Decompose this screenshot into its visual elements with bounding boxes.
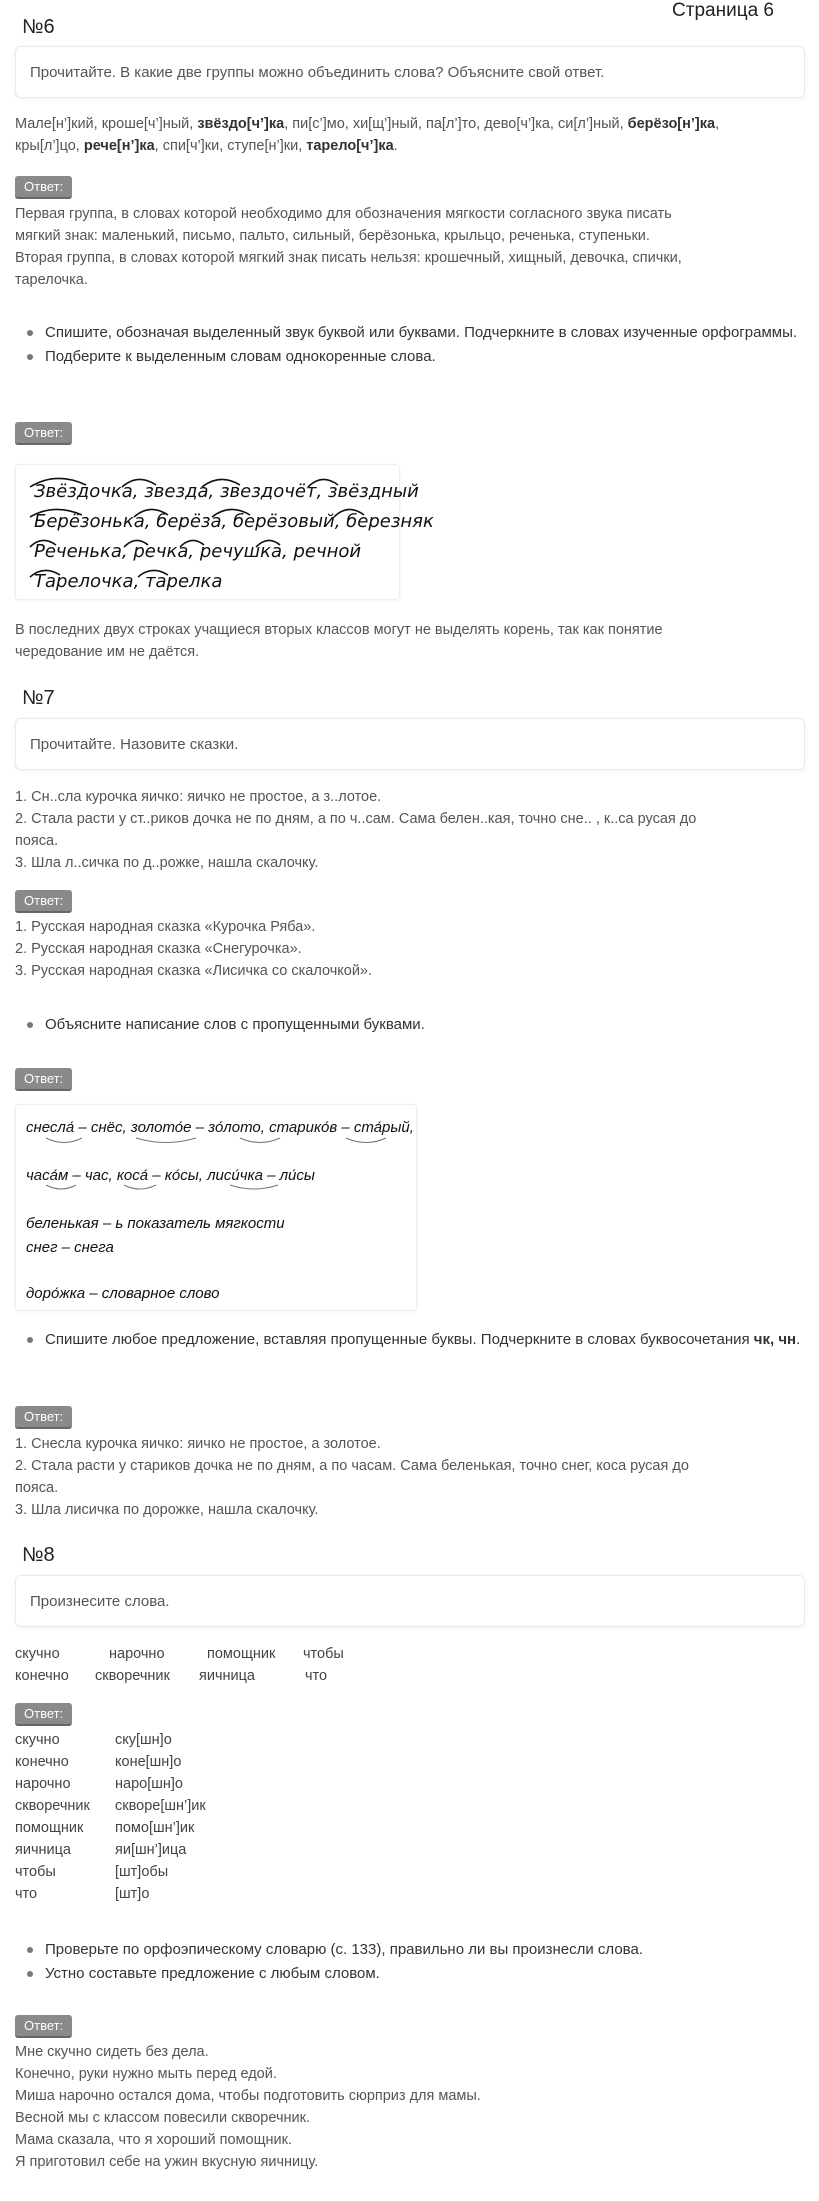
answer-line: Я приготовил себе на ужин вкусную яичницу. — [15, 2154, 319, 2170]
answer-badge: Ответ: — [15, 176, 72, 199]
exercise-6-words — [15, 113, 805, 157]
exercise-7-number: №7 — [22, 687, 55, 709]
text-line: пояса. — [15, 833, 59, 849]
answer-badge: Ответ: — [15, 2015, 72, 2038]
words-text: . — [393, 138, 398, 154]
answer-line: Миша нарочно остался дома, чтобы подготовить сюрприз для мамы. — [15, 2088, 481, 2104]
answer-line: Мне скучно сидеть без дела. — [15, 2044, 209, 2060]
transcription: яи[шн’]ица — [115, 1842, 187, 1858]
exercise-7-answer-3 — [15, 1433, 805, 1521]
bullet-item — [15, 1014, 805, 1036]
exercise-8-answer-2 — [15, 2041, 805, 2173]
bullet-item — [15, 1963, 805, 1985]
bullet-text: Подберите к выделенным словам однокоренные слова. — [45, 348, 436, 365]
exercise-8-task — [15, 1575, 805, 1627]
word: что — [305, 1668, 328, 1684]
bullet-bold: чк, чн — [753, 1331, 797, 1348]
answer-line: Вторая группа, в словах которой мягкий знак писать нельзя: крошечный, хищный, девочка, спички, — [15, 250, 682, 266]
handwriting-card — [15, 1104, 417, 1311]
task-text: Произнесите слова. — [30, 1592, 170, 1610]
word: нарочно — [15, 1776, 71, 1792]
highlighted-word: звёздо[ч’]ка — [197, 116, 285, 132]
word: конечно — [15, 1754, 69, 1770]
bullet-text: Проверьте по орфоэпическому словарю (с. 133), правильно ли вы произнесли слова. — [45, 1941, 643, 1958]
answer-line: Первая группа, в словах которой необходимо для обозначения мягкости согласного звука писать — [15, 206, 672, 222]
handwriting-line: снег – снега — [26, 1239, 114, 1256]
transcription-row — [15, 1883, 206, 1905]
bullet-item — [15, 322, 805, 344]
exercise-7-answer — [15, 916, 805, 982]
exercise-6-bullets — [15, 322, 805, 370]
answer-line: Конечно, руки нужно мыть перед едой. — [15, 2066, 277, 2082]
words-text: Мале[н’]кий, кроше[ч’]ный, — [15, 116, 198, 132]
word: яичница — [199, 1668, 255, 1684]
bullet-item — [15, 1329, 805, 1351]
transcription-row — [15, 1839, 206, 1861]
note-line: чередование им не даётся. — [15, 644, 200, 660]
handwriting-line: Тарелочка, тарелка — [34, 571, 223, 592]
words-text: , пи[с’]мо, хи[щ’]ный, па[л’]то, дево[ч’]ка, си[л’]ный, — [284, 116, 628, 132]
exercise-6-number: №6 — [22, 16, 55, 38]
handwriting-line: Реченька, речка, речушка, речной — [34, 541, 362, 562]
word: чтобы — [303, 1646, 344, 1662]
words-text: , спи[ч’]ки, ступе[н’]ки, — [154, 138, 307, 154]
transcription: помо[шн’]ик — [115, 1820, 195, 1836]
exercise-8-number: №8 — [22, 1544, 55, 1566]
transcription: ску[шн]о — [115, 1732, 172, 1748]
exercise-7-bullet — [15, 1014, 805, 1038]
exercise-6-answer — [15, 203, 805, 291]
answer-line: 1. Русская народная сказка «Курочка Ряба». — [15, 919, 316, 935]
words-text: , — [715, 116, 720, 132]
exercise-7-bullet-2 — [15, 1329, 805, 1353]
bullet-text: Устно составьте предложение с любым словом. — [45, 1965, 380, 1982]
word: нарочно — [109, 1646, 165, 1662]
note-line: В последних двух строках учащиеся вторых классов могут не выделять корень, так как понятие — [15, 622, 663, 638]
word: скворечник — [95, 1668, 170, 1684]
task-text: Прочитайте. В какие две группы можно объединить слова? Объясните свой ответ. — [30, 63, 605, 81]
answer-line: 3. Шла лисичка по дорожке, нашла скалочку. — [15, 1502, 319, 1518]
answer-badge: Ответ: — [15, 422, 72, 445]
handwriting-line: Звёздочка, звезда, звездочёт, звёздный — [34, 481, 419, 502]
transcription: [шт]обы — [115, 1864, 169, 1880]
answer-line: мягкий знак: маленький, письмо, пальто, сильный, берёзонька, крыльцо, реченька, ступеньки. — [15, 228, 650, 244]
transcription-row — [15, 1861, 206, 1883]
answer-badge: Ответ: — [15, 1703, 72, 1726]
exercise-6-task — [15, 46, 805, 98]
text-line: 1. Сн..сла курочка яичко: яичко не простое, а з..лотое. — [15, 789, 382, 805]
text-line: 2. Стала расти у ст..риков дочка не по дням, а по ч..сам. Сама белен..кая, точно сне.. , к..са русая до — [15, 811, 697, 827]
word: скучно — [15, 1732, 60, 1748]
answer-line: пояса. — [15, 1480, 59, 1496]
answer-badge: Ответ: — [15, 1406, 72, 1429]
transcription-row — [15, 1751, 206, 1773]
highlighted-word: рече[н’]ка — [83, 138, 155, 154]
transcription: наро[шн]о — [115, 1776, 183, 1792]
word: яичница — [15, 1842, 71, 1858]
word: помощник — [15, 1820, 84, 1836]
bullet-text: . — [796, 1331, 801, 1348]
text-line: 3. Шла л..сичка по д..рожке, нашла скалочку. — [15, 855, 319, 871]
handwriting-line: беленькая – ь показатель мягкости — [26, 1215, 285, 1232]
answer-badge: Ответ: — [15, 890, 72, 913]
handwriting-line: снесла́ – снёс, золото́е – зо́лото, старико́в – ста́рый, — [26, 1119, 414, 1136]
highlighted-word: тарело[ч’]ка — [306, 138, 394, 154]
exercise-7-task — [15, 718, 805, 770]
word: помощник — [207, 1646, 276, 1662]
transcription: коне[шн]о — [115, 1754, 182, 1770]
word: конечно — [15, 1668, 69, 1684]
bullet-text: Спишите, обозначая выделенный звук буквой или буквами. Подчеркните в словах изученные орфограммы. — [45, 324, 798, 341]
answer-line: 1. Снесла курочка яичко: яичко не простое, а золотое. — [15, 1436, 381, 1452]
handwriting-card — [15, 464, 434, 600]
highlighted-word: берёзо[н’]ка — [627, 116, 716, 132]
handwriting-line: Берёзонька, берёза, берёзовый, березняк — [34, 511, 434, 532]
answer-line: 2. Стала расти у стариков дочка не по дням, а по часам. Сама беленькая, точно снег, коса русая до — [15, 1458, 689, 1474]
transcription-row — [15, 1817, 206, 1839]
answer-badge: Ответ: — [15, 1068, 72, 1091]
word: скучно — [15, 1646, 60, 1662]
word: скворечник — [15, 1798, 90, 1814]
answer-line: 3. Русская народная сказка «Лисичка со скалочкой». — [15, 963, 373, 979]
answer-line: 2. Русская народная сказка «Снегурочка». — [15, 941, 302, 957]
page-label: Страница 6 — [672, 0, 774, 21]
transcription-row — [15, 1795, 206, 1817]
bullet-text: Спишите любое предложение, вставляя пропущенные буквы. Подчеркните в словах буквосочетания — [45, 1331, 754, 1348]
answer-line: Мама сказала, что я хороший помощник. — [15, 2132, 292, 2148]
words-text: кры[л’]цо, — [15, 138, 84, 154]
transcription-row — [15, 1729, 206, 1751]
word: чтобы — [15, 1864, 56, 1880]
bullet-item — [15, 346, 805, 368]
task-text: Прочитайте. Назовите сказки. — [30, 735, 239, 753]
handwriting-line: доро́жка – словарное слово — [26, 1285, 220, 1302]
word: что — [15, 1886, 38, 1902]
answer-line: Весной мы с классом повесили скворечник. — [15, 2110, 310, 2126]
bullet-item — [15, 1939, 805, 1961]
handwriting-line: часа́м – час, коса́ – ко́сы, лиси́чка – ли́сы — [26, 1167, 315, 1184]
exercise-8-bullets — [15, 1939, 805, 1987]
transcription-row — [15, 1773, 206, 1795]
transcription: [шт]о — [115, 1886, 150, 1902]
exercise-6-note — [15, 619, 805, 663]
exercise-8-transcriptions — [15, 1729, 206, 1905]
transcription: скворе[шн’]ик — [115, 1798, 206, 1814]
exercise-8-words — [15, 1643, 344, 1687]
answer-line: тарелочка. — [15, 272, 88, 288]
exercise-7-text — [15, 786, 805, 874]
bullet-text: Объясните написание слов с пропущенными буквами. — [45, 1016, 425, 1033]
